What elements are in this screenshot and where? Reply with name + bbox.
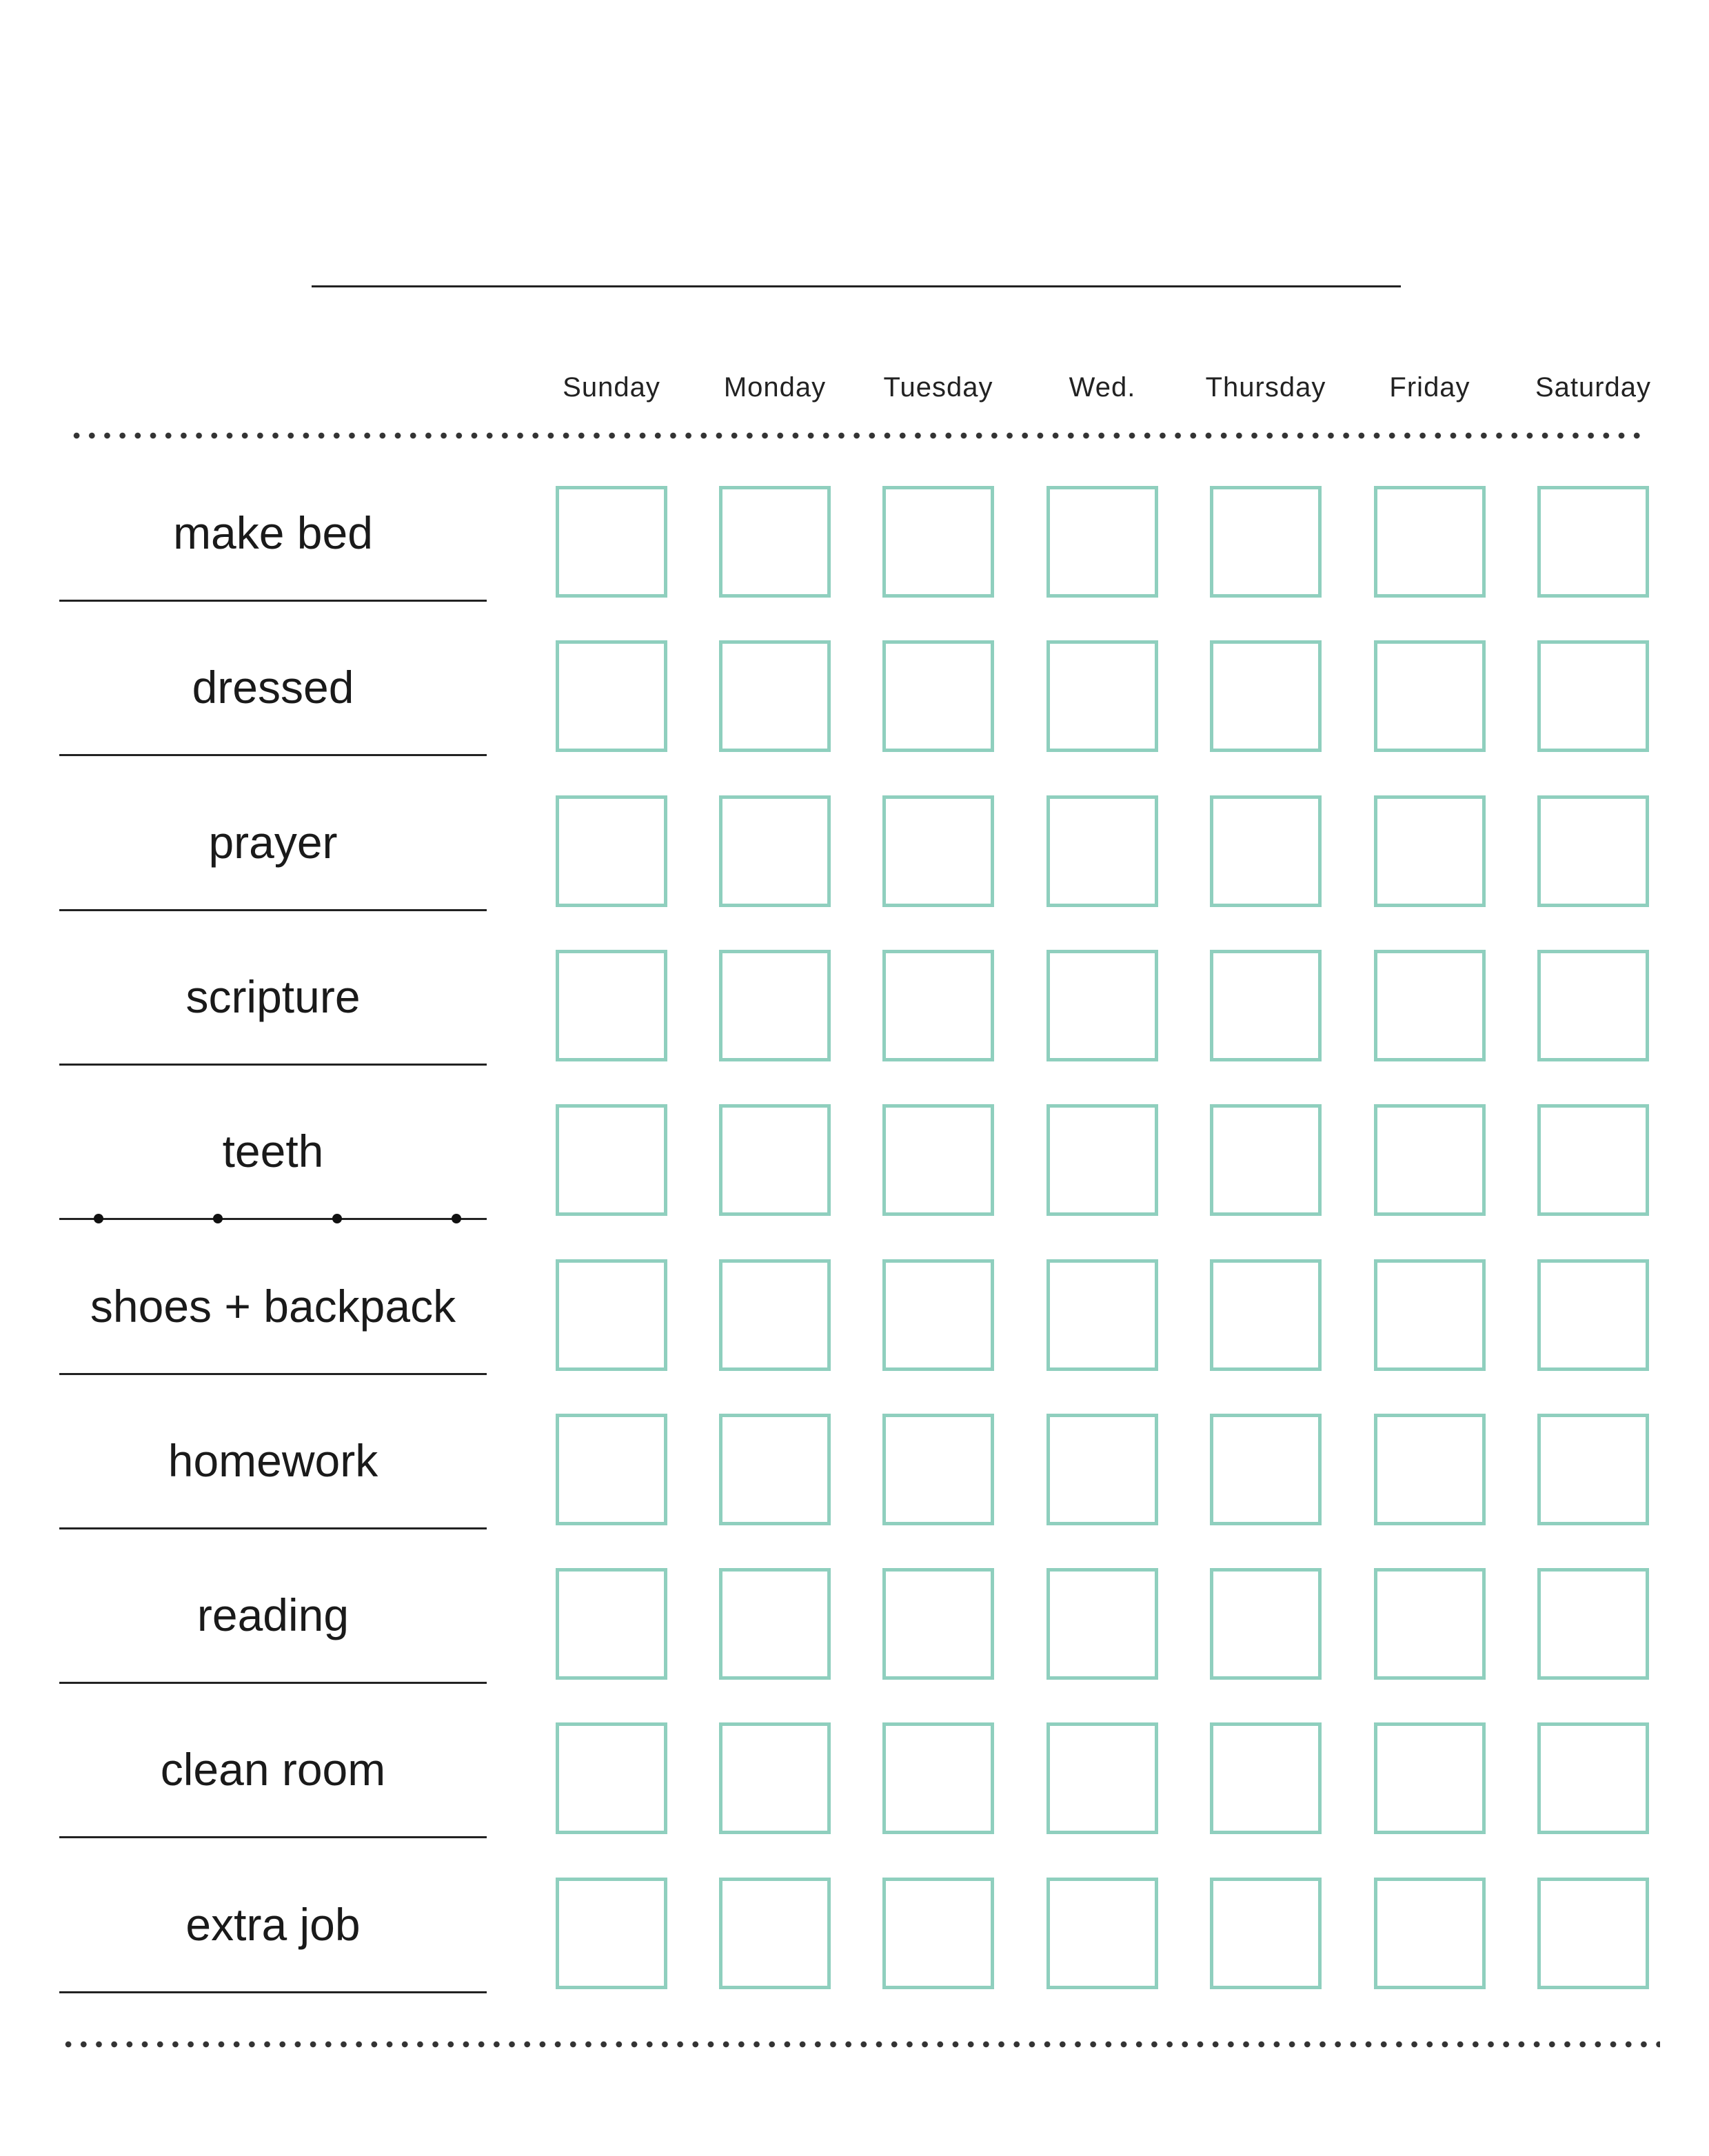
chore-label: scripture bbox=[185, 970, 361, 1022]
checkbox-friday[interactable] bbox=[1374, 1259, 1486, 1371]
checkbox-saturday[interactable] bbox=[1537, 1722, 1649, 1834]
checkbox-friday[interactable] bbox=[1374, 1878, 1486, 1989]
day-label-6: Saturday bbox=[1535, 372, 1652, 403]
checkbox-sunday[interactable] bbox=[556, 1878, 667, 1989]
checkbox-wed[interactable] bbox=[1046, 1878, 1158, 1989]
checkbox-monday[interactable] bbox=[719, 1414, 831, 1525]
checkbox-thursday[interactable] bbox=[1210, 486, 1322, 598]
checkbox-friday[interactable] bbox=[1374, 1104, 1486, 1216]
checkbox-tuesday[interactable] bbox=[882, 1878, 994, 1989]
checkbox-thursday[interactable] bbox=[1210, 1722, 1322, 1834]
day-label-2: Tuesday bbox=[883, 372, 993, 403]
checkbox-monday[interactable] bbox=[719, 1722, 831, 1834]
checkbox-monday[interactable] bbox=[719, 486, 831, 598]
checkbox-thursday[interactable] bbox=[1210, 950, 1322, 1061]
checkbox-tuesday[interactable] bbox=[882, 1414, 994, 1525]
checkbox-saturday[interactable] bbox=[1537, 950, 1649, 1061]
checkbox-thursday[interactable] bbox=[1210, 640, 1322, 752]
checkbox-wed[interactable] bbox=[1046, 1104, 1158, 1216]
checkbox-wed[interactable] bbox=[1046, 795, 1158, 907]
checkbox-sunday[interactable] bbox=[556, 1414, 667, 1525]
divider-dot bbox=[332, 1214, 342, 1223]
chore-underline bbox=[59, 1682, 487, 1684]
checkbox-sunday[interactable] bbox=[556, 1104, 667, 1216]
checkbox-sunday[interactable] bbox=[556, 1722, 667, 1834]
checkbox-saturday[interactable] bbox=[1537, 1104, 1649, 1216]
checkbox-wed[interactable] bbox=[1046, 950, 1158, 1061]
divider-dot bbox=[213, 1214, 223, 1223]
checkbox-friday[interactable] bbox=[1374, 1414, 1486, 1525]
checkbox-wed[interactable] bbox=[1046, 486, 1158, 598]
checkbox-friday[interactable] bbox=[1374, 640, 1486, 752]
checkbox-monday[interactable] bbox=[719, 1104, 831, 1216]
checkbox-sunday[interactable] bbox=[556, 1568, 667, 1680]
checkbox-wed[interactable] bbox=[1046, 1259, 1158, 1371]
checkbox-tuesday[interactable] bbox=[882, 640, 994, 752]
checkbox-sunday[interactable] bbox=[556, 950, 667, 1061]
checkbox-saturday[interactable] bbox=[1537, 1878, 1649, 1989]
day-label-1: Monday bbox=[723, 372, 827, 403]
checkbox-tuesday[interactable] bbox=[882, 1568, 994, 1680]
checkbox-wed[interactable] bbox=[1046, 640, 1158, 752]
checkbox-sunday[interactable] bbox=[556, 640, 667, 752]
checkbox-monday[interactable] bbox=[719, 1568, 831, 1680]
checkbox-thursday[interactable] bbox=[1210, 795, 1322, 907]
checkbox-friday[interactable] bbox=[1374, 950, 1486, 1061]
checkbox-thursday[interactable] bbox=[1210, 1414, 1322, 1525]
chore-underline bbox=[59, 1218, 487, 1220]
checkbox-wed[interactable] bbox=[1046, 1722, 1158, 1834]
checkbox-saturday[interactable] bbox=[1537, 1259, 1649, 1371]
chore-underline bbox=[59, 754, 487, 756]
chore-underline bbox=[59, 1373, 487, 1375]
checkbox-monday[interactable] bbox=[719, 1259, 831, 1371]
chore-underline bbox=[59, 909, 487, 911]
checkbox-tuesday[interactable] bbox=[882, 1259, 994, 1371]
checkbox-thursday[interactable] bbox=[1210, 1878, 1322, 1989]
checkbox-monday[interactable] bbox=[719, 950, 831, 1061]
chore-underline bbox=[59, 1991, 487, 1993]
chore-label: shoes + backpack bbox=[90, 1280, 456, 1332]
checkbox-tuesday[interactable] bbox=[882, 795, 994, 907]
chore-label: prayer bbox=[208, 816, 338, 868]
checkbox-sunday[interactable] bbox=[556, 1259, 667, 1371]
checkbox-saturday[interactable] bbox=[1537, 795, 1649, 907]
day-label-4: Thursday bbox=[1205, 372, 1326, 403]
checkbox-thursday[interactable] bbox=[1210, 1259, 1322, 1371]
name-line bbox=[312, 285, 1401, 287]
chore-underline bbox=[59, 600, 487, 602]
dotted-divider-bottom bbox=[61, 2041, 1660, 2048]
checkbox-monday[interactable] bbox=[719, 1878, 831, 1989]
divider-dot bbox=[94, 1214, 103, 1223]
checkbox-saturday[interactable] bbox=[1537, 1568, 1649, 1680]
checkbox-monday[interactable] bbox=[719, 640, 831, 752]
checkbox-tuesday[interactable] bbox=[882, 950, 994, 1061]
checkbox-monday[interactable] bbox=[719, 795, 831, 907]
checkbox-tuesday[interactable] bbox=[882, 1104, 994, 1216]
checkbox-wed[interactable] bbox=[1046, 1414, 1158, 1525]
checkbox-saturday[interactable] bbox=[1537, 486, 1649, 598]
checkbox-friday[interactable] bbox=[1374, 486, 1486, 598]
checkbox-saturday[interactable] bbox=[1537, 640, 1649, 752]
day-label-5: Friday bbox=[1389, 372, 1470, 403]
checkbox-thursday[interactable] bbox=[1210, 1104, 1322, 1216]
checkbox-friday[interactable] bbox=[1374, 1722, 1486, 1834]
checkbox-friday[interactable] bbox=[1374, 795, 1486, 907]
checkbox-saturday[interactable] bbox=[1537, 1414, 1649, 1525]
dotted-divider-top bbox=[69, 432, 1648, 439]
chore-underline bbox=[59, 1836, 487, 1838]
chore-label: extra job bbox=[185, 1898, 361, 1950]
checkbox-tuesday[interactable] bbox=[882, 486, 994, 598]
divider-dot bbox=[452, 1214, 461, 1223]
chore-underline bbox=[59, 1527, 487, 1529]
chore-underline bbox=[59, 1064, 487, 1066]
checkbox-thursday[interactable] bbox=[1210, 1568, 1322, 1680]
day-label-3: Wed. bbox=[1069, 372, 1136, 403]
checkbox-tuesday[interactable] bbox=[882, 1722, 994, 1834]
checkbox-wed[interactable] bbox=[1046, 1568, 1158, 1680]
chore-label: dressed bbox=[192, 662, 354, 713]
checkbox-sunday[interactable] bbox=[556, 486, 667, 598]
chore-label: homework bbox=[168, 1434, 378, 1486]
checkbox-friday[interactable] bbox=[1374, 1568, 1486, 1680]
chore-label: clean room bbox=[160, 1744, 386, 1796]
checkbox-sunday[interactable] bbox=[556, 795, 667, 907]
day-label-0: Sunday bbox=[563, 372, 660, 403]
chore-label: teeth bbox=[222, 1126, 324, 1177]
chore-label: reading bbox=[196, 1589, 350, 1641]
chore-label: make bed bbox=[173, 507, 373, 558]
